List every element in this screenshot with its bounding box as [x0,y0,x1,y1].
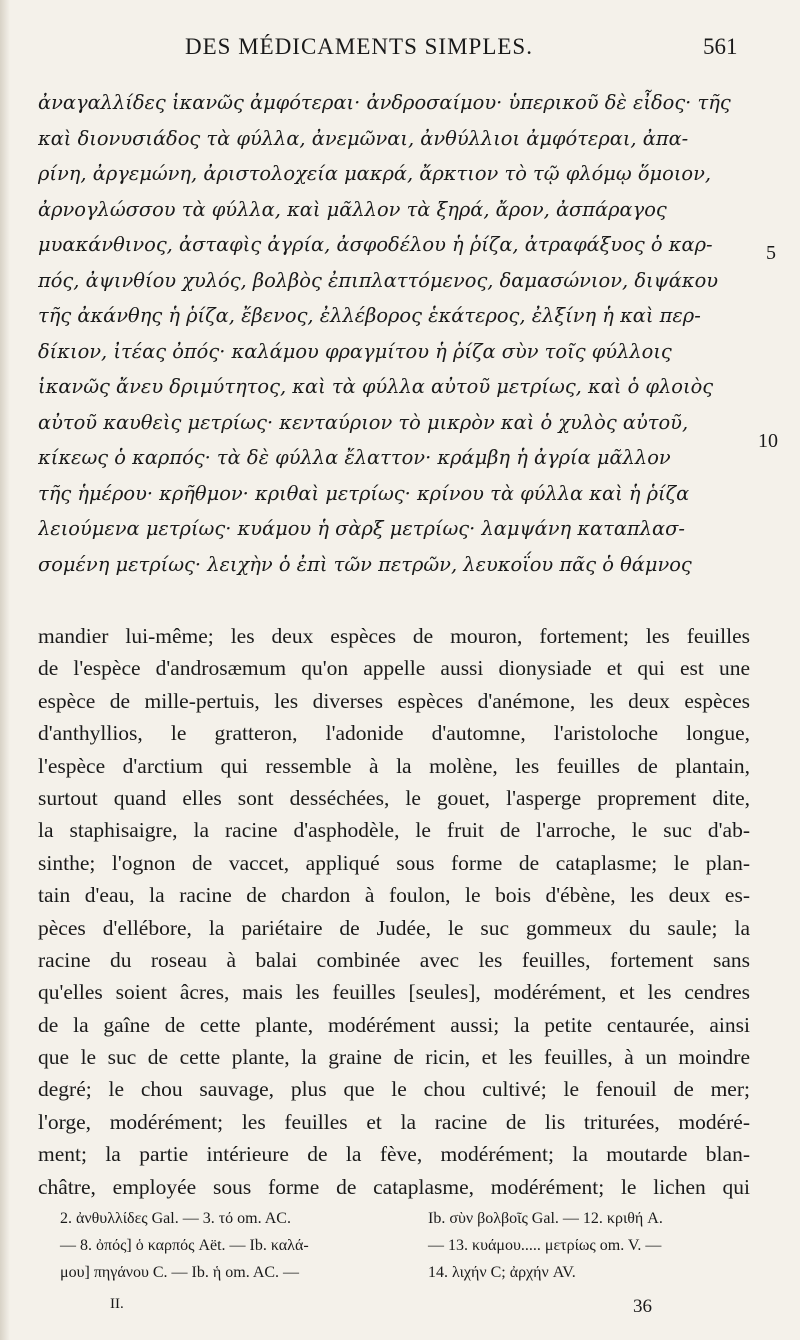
greek-line: πός, ἀψινθίου χυλός, βολβὸς ἐπιπλαττόμενος, δαμασώνιον, διψάκου [38,268,719,292]
line-marker-5: 5 [766,242,776,264]
footnote-right: Ib. σὺν βολβοῖς Gal. — 12. κριθή A. [428,1210,663,1227]
signature-mark: II. [110,1296,124,1312]
greek-line: μυακάνθινος, ἀσταφὶς ἀγρία, ἀσφοδέλου ἡ ῥίζα, ἀτραφάξυος ὁ καρ- [38,233,713,256]
french-translation-block [38,620,750,1203]
french-line: l'espèce d'arctium qui ressemble à la molène, les feuilles de plantain, [38,753,750,778]
footnote-row [60,1205,760,1232]
greek-line: τῆς ἡμέρου· κρῆθμον· κριθαὶ μετρίως· κρίνου τὰ φύλλα καὶ ἡ ῥίζα [38,481,690,505]
footnote-right: — 13. κυάμου..... μετρίως om. V. — [428,1237,662,1254]
french-line: châtre, employée sous forme de cataplasme, modérément; le lichen qui [38,1174,750,1199]
french-line: racine du roseau à balai combinée avec les feuilles, fortement sans [38,947,750,972]
footnote-left: 2. ἀνθυλλίδες Gal. — 3. τό om. AC. [60,1210,291,1227]
french-line: l'orge, modérément; les feuilles et la racine de lis triturées, modéré- [38,1109,750,1134]
page-number: 561 [703,34,738,59]
french-line: tain d'eau, la racine de chardon à foulon, le bois d'ébène, les deux es- [38,883,750,908]
page-gutter-shadow [0,0,10,1340]
french-line: d'anthyllios, le gratteron, l'adonide d'automne, l'aristoloche longue, [38,721,750,746]
footnote-left: μου] πηγάνου C. — Ib. ἡ om. AC. — [60,1264,300,1281]
footnote-left: — 8. ὀπός] ὁ καρπός Aët. — Ib. καλά- [60,1237,309,1254]
footnote-row [60,1259,760,1286]
french-line: que le suc de cette plante, la graine de ricin, et les feuilles, à un moindre [38,1045,750,1070]
running-head [0,28,800,68]
french-line: surtout quand elles sont desséchées, le gouet, l'asperge proprement dite, [38,785,750,810]
footnote-row [60,1232,760,1259]
french-line: espèce de mille-pertuis, les diverses espèces d'anémone, les deux espèces [38,688,750,713]
footnote-right: 14. λιχήν C; ἀρχήν AV. [428,1264,576,1281]
greek-line: ρίνη, ἀργεμώνη, ἀριστολοχεία μακρά, ἄρκτιον τὸ τῷ φλόμῳ ὅμοιον, [38,162,712,185]
greek-line: σομένη μετρίως· λειχὴν ὁ ἐπὶ τῶν πετρῶν, λευκοΐου πᾶς ὁ θάμνος [38,552,692,576]
french-line: qu'elles soient âcres, mais les feuilles [seules], modérément, et les cendres [38,980,750,1005]
french-line: sinthe; l'ognon de vaccet, appliqué sous forme de cataplasme; le plan- [38,850,750,875]
greek-line: λειούμενα μετρίως· κυάμου ἡ σὰρξ μετρίως· λαμψάνη καταπλασ- [38,517,685,540]
greek-line: ἱκανῶς ἄνευ δριμύτητος, καὶ τὰ φύλλα αὐτοῦ μετρίως, καὶ ὁ φλοιὸς [38,375,714,398]
french-line: degré; le chou sauvage, plus que le chou cultivé; le fenouil de mer; [38,1077,750,1102]
french-line: la staphisaigre, la racine d'asphodèle, le fruit de l'arroche, le suc d'ab- [38,818,750,843]
greek-line: κίκεως ὁ καρπός· τὰ δὲ φύλλα ἔλαττον· κράμβη ἡ ἀγρία μᾶλλον [38,446,671,469]
footnotes [60,1205,760,1286]
sheet-number: 36 [633,1296,652,1317]
greek-line: αὐτοῦ καυθεὶς μετρίως· κενταύριον τὸ μικρὸν καὶ ὁ χυλὸς αὐτοῦ, [38,410,689,434]
line-marker-10: 10 [758,430,778,452]
french-line: de l'espèce d'androsæmum qu'on appelle aussi dionysiade et qui est une [38,656,750,681]
french-line: mandier lui-même; les deux espèces de mouron, fortement; les feuilles [38,624,750,648]
greek-line: καὶ διονυσιάδος τὰ φύλλα, ἀνεμῶναι, ἀνθύλλιοι ἀμφότεραι, ἀπα- [38,126,689,150]
french-line: pèces d'ellébore, la pariétaire de Judée, le suc gommeux du saule; la [38,915,750,940]
french-line: ment; la partie intérieure de la fève, modérément; la moutarde blan- [38,1142,750,1167]
greek-line: τῆς ἀκάνθης ἡ ῥίζα, ἔβενος, ἐλλέβορος ἑκάτερος, ἐλξίνη ἡ καὶ περ- [38,304,701,327]
french-line: de la gaîne de cette plante, modérément aussi; la petite centaurée, ainsi [38,1012,750,1037]
greek-line: δίκιον, ἰτέας ὀπός· καλάμου φραγμίτου ἡ ῥίζα σὺν τοῖς φύλλοις [38,339,672,363]
greek-line: ἀρνογλώσσου τὰ φύλλα, καὶ μᾶλλον τὰ ξηρά, ἄρον, ἀσπάραγος [38,197,667,221]
running-title: DES MÉDICAMENTS SIMPLES. [185,34,533,59]
greek-line: ἀναγαλλίδες ἱκανῶς ἀμφότεραι· ἀνδροσαίμου· ὑπερικοῦ δὲ εἶδος· τῆς [38,91,731,114]
greek-text-block [38,85,758,582]
